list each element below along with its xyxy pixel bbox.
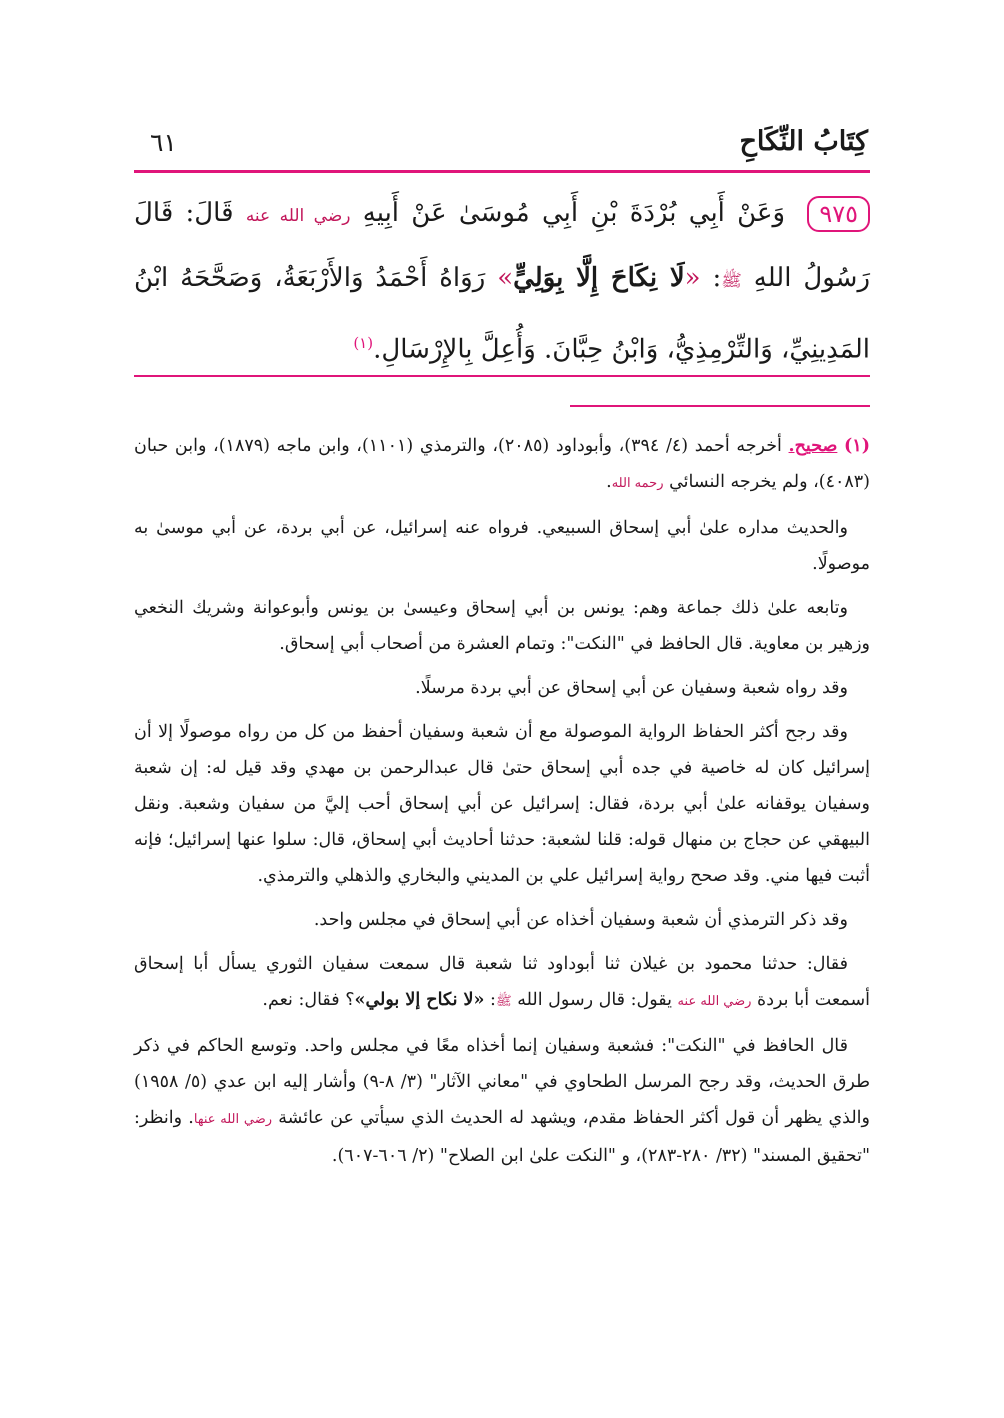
footnotes [134,428,870,1182]
hadith-number-badge: ٩٧٥ [807,196,870,232]
book-title: كِتَابُ النِّكَاحِ [739,126,868,157]
honorific-salla-2: ﷺ [495,994,512,1009]
footnote-paragraph-5: وقد رجح أكثر الحفاظ الرواية الموصولة مع أن شعبة وسفيان أحفظ من كل من رواه موصولًا إلا أن إسرائيل كان له خاصية في جده أبي إسحاق حتىٰ قال عبدالرحمن بن مهدي وقد قيل له: إن شعبة وسفيان يوقفانه علىٰ أبي بردة، فقال: إسرائيل عن أبي إسحاق أحب إليَّ من سفيان وشعبة. ونقل البيهقي عن حجاج بن منهال قوله: قلنا لشعبة: حدثنا أحاديث أبي إسحاق، قال: سلوا عنها إسرائيل؛ فإنه أثبت فيها مني. وقد صحح رواية إسرائيل علي بن المديني والبخاري والذهلي والترمذي. [134,722,870,886]
footnote-p7-b: يقول: قال رسول الله [517,990,672,1010]
footnote-paragraph-8 [134,1028,870,1174]
header-divider [134,170,870,173]
honorific-rahimahullah: رحمه الله [611,476,664,491]
footnote-p8-b: . وانظر: "تحقيق المسند" (٣٢/ ٢٨٠-٢٨٣)، و "النكت علىٰ ابن الصلاح" (٢/ ٦٠٦-٦٠٧). [134,1108,870,1166]
hadith-quote: لَا نِكَاحَ إِلَّا بِوَلِيٍّ [513,263,685,293]
footnote-p7-c: : [490,990,496,1010]
footnote-paragraph-2: والحديث مداره علىٰ أبي إسحاق السبيعي. فرواه عنه إسرائيل، عن أبي بردة، عن أبي موسىٰ به موصولًا. [134,518,870,574]
quote-close: » [497,263,514,293]
footnote-1 [134,428,870,502]
hadith-said: قَالَ: قَالَ رَسُولُ اللهِ [134,198,871,293]
footnote-paragraph-6: وقد ذكر الترمذي أن شعبة وسفيان أخذاه عن أبي إسحاق في مجلس واحد. [313,910,848,930]
hadith-rest: رَوَاهُ أَحْمَدُ وَالأَرْبَعَةُ، وَصَحَّحَهُ ابْنُ المَدِينِيِّ، وَالتِّرْمِذِيُّ، وَابْنُ حِبَّانَ. وَأُعِلَّ بِالإِرْسَالِ. [134,263,870,365]
footnote-paragraph-3: وتابعه علىٰ ذلك جماعة وهم: يونس بن أبي إسحاق وعيسىٰ بن يونس وأبوعوانة وشريك النخعي وزهير بن معاوية. قال الحافظ في "النكت": وتمام العشرة من أصحاب أبي إسحاق. [134,598,870,654]
footnote-grade: صحيح. [788,436,838,456]
honorific-radi: رضي الله عنه [245,206,351,226]
page-number: ٦١ [150,128,177,157]
footnote-p7-a: فقال: حدثنا محمود بن غيلان ثنا أبوداود ثنا شعبة قال سمعت سفيان الثوري يسأل أبا إسحاق أسمعت أبا بردة [134,954,870,1010]
footnote-divider [570,405,870,407]
main-divider [134,375,870,377]
honorific-radi-2: رضي الله عنه [677,994,752,1009]
footnote-p8-a: قال الحافظ في "النكت": فشعبة وسفيان إنما أخذاه معًا في مجلس واحد. وتوسع الحاكم في ذكر طرق الحديث، وقد رجح المرسل الطحاوي في "معاني الآثار" (٣/ ٨-٩) وأشار إليه ابن عدي (٥/ ١٩٥٨) والذي يظهر أن قول أكثر الحفاظ مقدم، ويشهد له الحديث الذي سيأتي عن عائشة [134,1036,870,1128]
honorific-salla: ﷺ [721,271,742,291]
quote-open: « [684,263,701,293]
footnote-marker: (١) [844,436,870,456]
footnote-p1-text: أخرجه أحمد (٤/ ٣٩٤)، وأبوداود (٢٠٨٥)، والترمذي (١١٠١)، وابن ماجه (١٨٧٩)، وابن حبان (٤٠٨٣)، ولم يخرجه النسائي [134,436,870,492]
hadith-text [134,182,870,381]
hadith-colon: : [712,263,722,293]
footnote-p1-end: . [606,472,612,492]
footnote-p7-d: ؟ فقال: نعم. [262,990,355,1010]
honorific-radiallahu-anha: رضي الله عنها [193,1112,273,1127]
footnote-paragraph-4: وقد رواه شعبة وسفيان عن أبي إسحاق عن أبي بردة مرسلًا. [415,678,848,698]
hadith-intro: وَعَنْ أَبِي بُرْدَةَ بْنِ أَبِي مُوسَىٰ عَنْ أَبِيهِ [362,198,786,228]
footnote-reference[interactable]: (١) [353,334,374,352]
footnote-p7-quote: «لا نكاح إلا بولي» [354,990,485,1010]
footnote-paragraph-7 [134,946,870,1020]
